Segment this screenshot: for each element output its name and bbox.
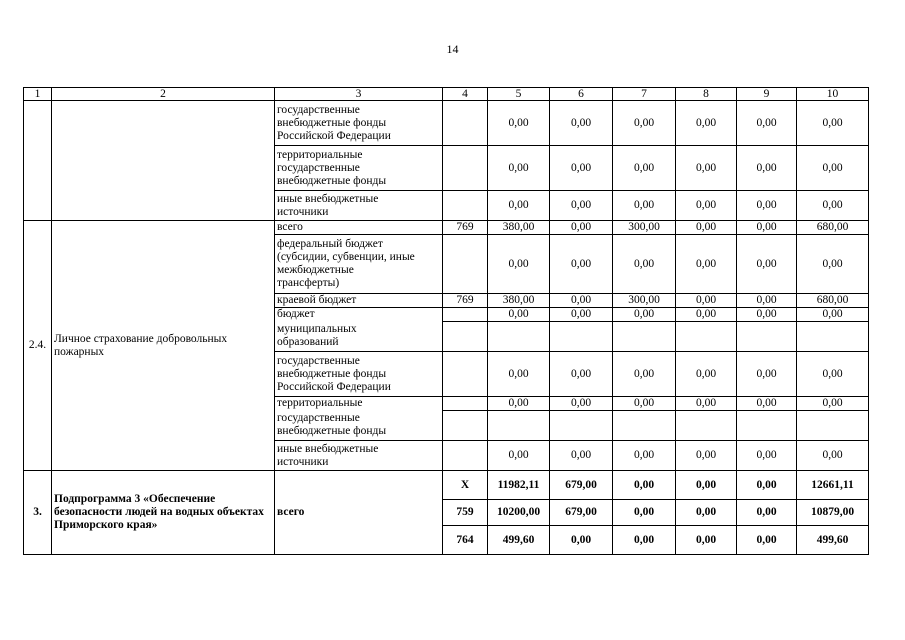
value-cell (488, 411, 550, 441)
value-cell: 0,00 (676, 294, 737, 308)
value-cell: 0,00 (613, 471, 676, 500)
funding-source: всего (275, 471, 443, 555)
budget-code (443, 397, 488, 411)
budget-table (23, 87, 869, 555)
value-cell: 0,00 (676, 471, 737, 500)
value-cell: 0,00 (613, 191, 676, 221)
row-name: Подпрограмма 3 «Обеспечение безопасности людей на водных объектах Приморского края» (52, 471, 275, 555)
funding-source: государственные внебюджетные фонды Российской Федерации (275, 101, 443, 146)
budget-code (443, 352, 488, 397)
value-cell: 0,00 (550, 221, 613, 235)
budget-code: 759 (443, 500, 488, 526)
value-cell: 680,00 (797, 294, 869, 308)
value-cell: 0,00 (613, 235, 676, 294)
value-cell: 0,00 (737, 308, 797, 322)
funding-source: муниципальных образований (275, 322, 443, 352)
budget-code (443, 322, 488, 352)
value-cell: 0,00 (797, 397, 869, 411)
value-cell: 499,60 (797, 526, 869, 555)
header-cell: 5 (488, 88, 550, 101)
value-cell: 0,00 (613, 500, 676, 526)
budget-code: Х (443, 471, 488, 500)
value-cell: 0,00 (613, 308, 676, 322)
row-number: 3. (24, 471, 52, 555)
budget-code (443, 235, 488, 294)
budget-code: 769 (443, 294, 488, 308)
value-cell: 380,00 (488, 221, 550, 235)
value-cell: 0,00 (737, 397, 797, 411)
value-cell: 0,00 (488, 308, 550, 322)
value-cell: 0,00 (488, 397, 550, 411)
value-cell: 680,00 (797, 221, 869, 235)
value-cell: 0,00 (797, 441, 869, 471)
header-cell: 2 (52, 88, 275, 101)
value-cell: 0,00 (737, 471, 797, 500)
value-cell: 380,00 (488, 294, 550, 308)
value-cell: 0,00 (488, 441, 550, 471)
value-cell: 0,00 (550, 235, 613, 294)
page-number: 14 (446, 42, 459, 56)
value-cell: 679,00 (550, 500, 613, 526)
funding-source: иные внебюджетные источники (275, 441, 443, 471)
value-cell: 0,00 (488, 101, 550, 146)
row-number (24, 101, 52, 221)
value-cell: 0,00 (737, 526, 797, 555)
budget-code (443, 308, 488, 322)
value-cell: 11982,11 (488, 471, 550, 500)
value-cell: 0,00 (737, 235, 797, 294)
value-cell: 0,00 (613, 441, 676, 471)
header-cell: 10 (797, 88, 869, 101)
funding-source: федеральный бюджет (субсидии, субвенции, иные межбюджетные трансферты) (275, 235, 443, 294)
value-cell: 0,00 (797, 191, 869, 221)
value-cell: 12661,11 (797, 471, 869, 500)
value-cell: 679,00 (550, 471, 613, 500)
value-cell (797, 411, 869, 441)
header-cell: 9 (737, 88, 797, 101)
header-cell: 3 (275, 88, 443, 101)
value-cell: 0,00 (737, 101, 797, 146)
value-cell (737, 322, 797, 352)
value-cell: 10879,00 (797, 500, 869, 526)
value-cell: 0,00 (613, 101, 676, 146)
value-cell: 0,00 (676, 191, 737, 221)
value-cell: 499,60 (488, 526, 550, 555)
value-cell (613, 411, 676, 441)
value-cell: 0,00 (550, 397, 613, 411)
value-cell: 0,00 (737, 352, 797, 397)
value-cell: 0,00 (676, 101, 737, 146)
row-name: Личное страхование добровольных пожарных (52, 221, 275, 471)
funding-source: государственные внебюджетные фонды Российской Федерации (275, 352, 443, 397)
value-cell: 300,00 (613, 221, 676, 235)
row-name (52, 101, 275, 221)
value-cell (676, 322, 737, 352)
budget-code (443, 411, 488, 441)
value-cell: 0,00 (676, 500, 737, 526)
value-cell: 0,00 (797, 308, 869, 322)
value-cell: 0,00 (737, 221, 797, 235)
value-cell: 0,00 (676, 397, 737, 411)
value-cell: 0,00 (797, 352, 869, 397)
funding-source: бюджет (275, 308, 443, 322)
value-cell: 0,00 (676, 235, 737, 294)
header-cell: 6 (550, 88, 613, 101)
funding-source: государственные внебюджетные фонды (275, 411, 443, 441)
table-row (24, 221, 869, 235)
budget-code: 764 (443, 526, 488, 555)
value-cell: 0,00 (488, 352, 550, 397)
value-cell (737, 411, 797, 441)
value-cell (550, 411, 613, 441)
value-cell: 0,00 (488, 235, 550, 294)
budget-code: 769 (443, 221, 488, 235)
funding-source: всего (275, 221, 443, 235)
budget-code (443, 191, 488, 221)
header-cell: 7 (613, 88, 676, 101)
value-cell: 0,00 (488, 146, 550, 191)
header-cell: 8 (676, 88, 737, 101)
value-cell: 0,00 (797, 146, 869, 191)
row-number: 2.4. (24, 221, 52, 471)
value-cell: 0,00 (737, 441, 797, 471)
value-cell: 0,00 (676, 146, 737, 191)
value-cell: 0,00 (550, 352, 613, 397)
value-cell: 0,00 (488, 191, 550, 221)
value-cell: 0,00 (676, 308, 737, 322)
value-cell: 0,00 (613, 146, 676, 191)
value-cell: 300,00 (613, 294, 676, 308)
value-cell: 0,00 (550, 526, 613, 555)
value-cell: 0,00 (676, 441, 737, 471)
value-cell: 0,00 (613, 397, 676, 411)
value-cell: 0,00 (797, 235, 869, 294)
table-row (24, 471, 869, 500)
value-cell: 0,00 (550, 441, 613, 471)
value-cell: 0,00 (797, 101, 869, 146)
funding-source: краевой бюджет (275, 294, 443, 308)
funding-source: территориальные (275, 397, 443, 411)
value-cell: 0,00 (676, 352, 737, 397)
value-cell: 0,00 (737, 294, 797, 308)
value-cell: 10200,00 (488, 500, 550, 526)
value-cell: 0,00 (550, 294, 613, 308)
value-cell: 0,00 (737, 500, 797, 526)
value-cell: 0,00 (613, 526, 676, 555)
table-row (24, 101, 869, 146)
budget-code (443, 101, 488, 146)
value-cell: 0,00 (550, 101, 613, 146)
value-cell: 0,00 (550, 308, 613, 322)
value-cell: 0,00 (550, 191, 613, 221)
value-cell (797, 322, 869, 352)
value-cell: 0,00 (613, 352, 676, 397)
value-cell (488, 322, 550, 352)
funding-source: иные внебюджетные источники (275, 191, 443, 221)
value-cell: 0,00 (676, 221, 737, 235)
value-cell: 0,00 (550, 146, 613, 191)
header-row (24, 88, 869, 101)
header-cell: 4 (443, 88, 488, 101)
value-cell (550, 322, 613, 352)
value-cell: 0,00 (737, 191, 797, 221)
value-cell (676, 411, 737, 441)
funding-source: территориальные государственные внебюджетные фонды (275, 146, 443, 191)
header-cell: 1 (24, 88, 52, 101)
value-cell (613, 322, 676, 352)
value-cell: 0,00 (676, 526, 737, 555)
budget-code (443, 146, 488, 191)
value-cell: 0,00 (737, 146, 797, 191)
budget-code (443, 441, 488, 471)
